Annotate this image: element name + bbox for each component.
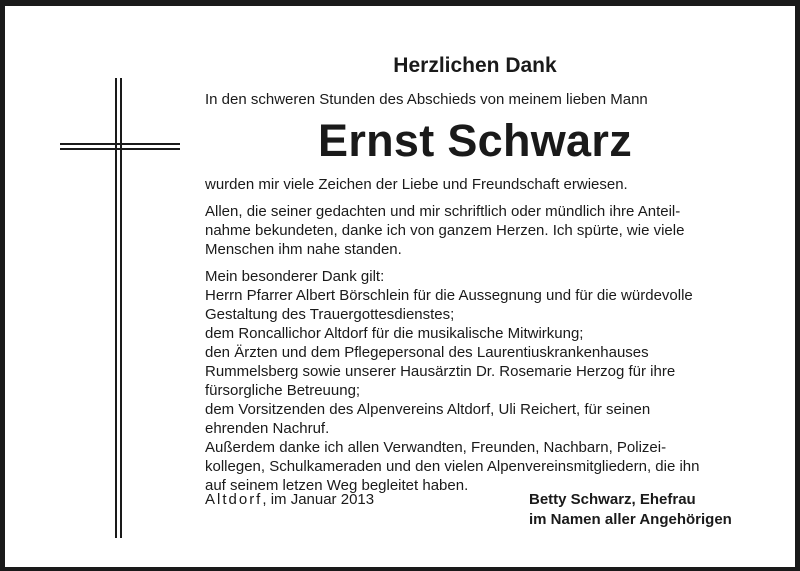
text-line: Mein besonderer Dank gilt: [205,268,385,285]
signature [529,490,732,530]
date-text: , im Januar 2013 [262,491,375,508]
text-line: den Ärzten und dem Pflegepersonal des Laurentiuskrankenhauses [205,344,649,361]
intro-line: In den schweren Stunden des Abschieds von meinem lieben Mann [205,91,648,108]
paragraph-condolences [205,202,765,259]
paragraph-thanks [205,175,765,194]
text-line: fürsorgliche Betreuung; [205,382,361,399]
paragraph-special-thanks [205,267,765,495]
text-line: Gestaltung des Trauergottesdienstes; [205,306,455,323]
text-line: kollegen, Schulkameraden und den vielen Alpenvereinsmitgliedern, die ihn [205,458,700,475]
text-line: wurden mir viele Zeichen der Liebe und Freundschaft erwiesen. [205,176,628,193]
text-line: ehrenden Nachruf. [205,420,330,437]
text-line: Außerdem danke ich allen Verwandten, Freunden, Nachbarn, Polizei- [205,439,667,456]
text-line: dem Vorsitzenden des Alpenvereins Altdorf, Uli Reichert, für seinen [205,401,651,418]
text-line: nahme bekundeten, danke ich von ganzem Herzen. Ich spürte, wie viele [205,222,685,239]
deceased-name: Ernst Schwarz [318,115,632,166]
text-line: Menschen ihm nahe standen. [205,241,402,258]
notice-content [205,52,765,503]
cross-icon [60,78,180,538]
text-line: Herrn Pfarrer Albert Börschlein für die Aussegnung und für die würdevolle [205,287,693,304]
text-line: Allen, die seiner gedachten und mir schriftlich oder mündlich ihre Anteil- [205,203,681,220]
signature-family: im Namen aller Angehörigen [529,511,732,528]
text-line: auf seinem letzen Weg begleitet haben. [205,477,469,494]
text-line: dem Roncallichor Altdorf für die musikalische Mitwirkung; [205,325,584,342]
notice-footer [205,490,765,532]
place-name: Altdorf [205,491,263,508]
signature-name: Betty Schwarz, Ehefrau [529,491,696,508]
place-date [205,490,374,510]
text-line: Rummelsberg sowie unserer Hausärztin Dr. Rosemarie Herzog für ihre [205,363,676,380]
notice-heading: Herzlichen Dank [393,54,557,77]
